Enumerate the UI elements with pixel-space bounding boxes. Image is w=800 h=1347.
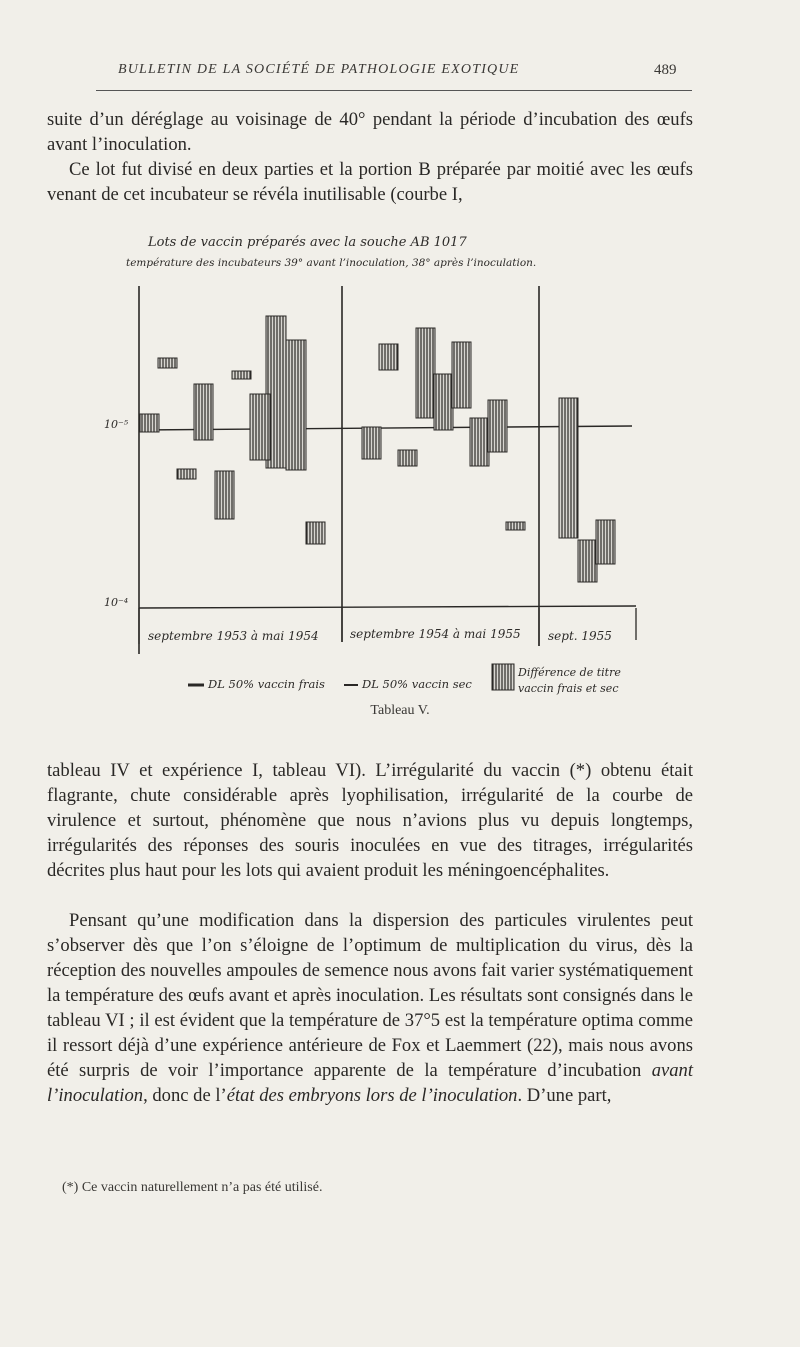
- chart-bar: [398, 450, 417, 466]
- chart-bar: [250, 394, 270, 460]
- y-tick-lower: 10⁻⁴: [104, 596, 129, 609]
- chart-bar: [194, 384, 213, 440]
- chart-bar: [452, 342, 471, 408]
- chart-bar: [559, 398, 578, 538]
- period-label-1: septembre 1953 à mai 1954: [148, 629, 319, 643]
- legend-swatch-difference: [492, 664, 514, 690]
- legend-fresh: DL 50% vaccin frais: [208, 677, 325, 691]
- legend-diff-line1: Différence de titre: [518, 666, 621, 679]
- chart-bar: [434, 374, 453, 430]
- paragraph-2: Ce lot fut divisé en deux parties et la portion B préparée par moitié avec les œufs venant de cet incubateur se révéla inutilisable (courbe I,: [47, 159, 693, 205]
- chart-svg: [96, 222, 696, 702]
- chart-bar: [488, 400, 507, 452]
- figure-tableau-v: [96, 222, 696, 702]
- legend-diff-line2: vaccin frais et sec: [518, 682, 619, 695]
- page-number: 489: [654, 62, 677, 78]
- chart-bar: [470, 418, 489, 466]
- period-label-2: septembre 1954 à mai 1955: [350, 627, 521, 641]
- period-label-3: sept. 1955: [548, 629, 612, 643]
- chart-bar: [158, 358, 177, 368]
- running-title: BULLETIN DE LA SOCIÉTÉ DE PATHOLOGIE EXOTIQUE: [118, 62, 520, 77]
- chart-bar: [286, 340, 306, 470]
- chart-bar: [215, 471, 234, 519]
- bar-group-2: [362, 328, 525, 530]
- y-tick-upper: 10⁻⁵: [104, 418, 129, 431]
- paragraph-3: tableau IV et expérience I, tableau VI). L’irrégularité du vaccin (*) obtenu était flagrante, chute considérable après lyophilisation, irrégularité de la courbe de virulence et surtout, phénomène que nous n’avions plus vu depuis longtemps, irrégularités des réponses des souris inoculées en vue des titrages, irrégularités décrites plus haut pour les lots qui avaient produit les méningoencéphalites.: [47, 760, 693, 881]
- italic-avant-inoculation: avant l’inoculation: [47, 1060, 693, 1106]
- chart-bar: [232, 371, 251, 379]
- italic-etat-embryons: état des embryons lors de l’inoculation: [226, 1085, 518, 1106]
- figure-caption: Tableau V.: [370, 703, 430, 718]
- chart-bar: [379, 344, 398, 370]
- chart-bar: [578, 540, 597, 582]
- header-rule: [96, 90, 692, 91]
- chart-title-line1: Lots de vaccin préparés avec la souche AB 1017: [148, 235, 467, 250]
- chart-bar: [140, 414, 159, 432]
- chart-bar: [506, 522, 525, 530]
- paragraph-1: suite d’un déréglage au voisinage de 40° pendant la période d’incubation des œufs avant l’inoculation.: [47, 109, 693, 155]
- chart-bar: [416, 328, 435, 418]
- footnote: (*) Ce vaccin naturellement n’a pas été utilisé.: [62, 1180, 323, 1195]
- paragraph-4: Pensant qu’une modification dans la dispersion des particules virulentes peut s’observer dès que l’on s’éloigne de l’optimum de multiplication du virus, dès la réception des nouvelles ampoules de semence nous avons fait varier systématiquement la température des œufs avant et après inoculation. Les résultats sont consignés dans le tableau VI ; il est évident que la température de 37°5 est la température optima comme il ressort déjà d’une expérience antérieure de Fox et Laemmert (22), mais nous avons été surpris de voir l’importance apparente de la température d’incubation avant l’inoculation, donc de l’état des embryons lors de l’inoculation. D’une part,: [47, 910, 693, 1106]
- chart-title-line2: température des incubateurs 39° avant l’inoculation, 38° après l’inoculation.: [126, 257, 537, 269]
- chart-bar: [596, 520, 615, 564]
- chart-bar: [306, 522, 325, 544]
- legend-dry: DL 50% vaccin sec: [362, 677, 472, 691]
- chart-bar: [362, 427, 381, 459]
- chart-bar: [177, 469, 196, 479]
- reference-line-1e-4: [139, 606, 636, 608]
